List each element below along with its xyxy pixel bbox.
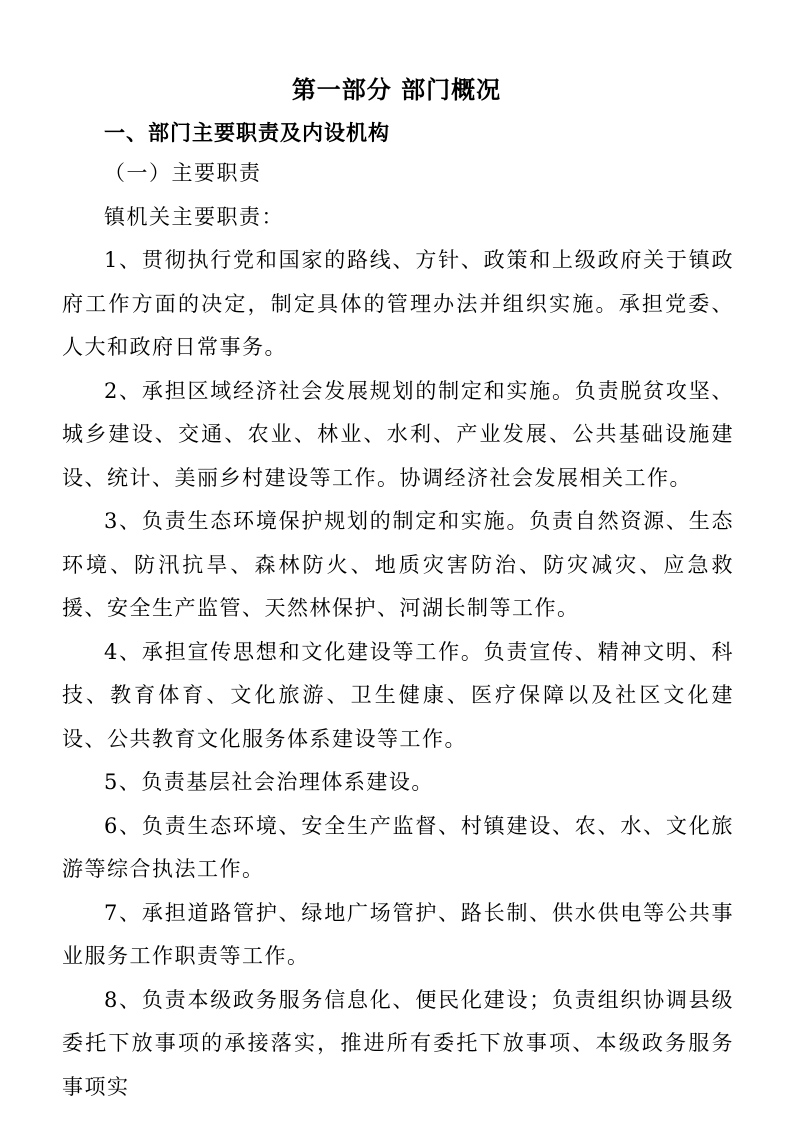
duty-item-5: 5、负责基层社会治理体系建设。: [104, 770, 434, 794]
body-text: [62, 152, 734, 1109]
duty-item-8: 8、负责本级政务服务信息化、便民化建设；负责组织协调县级委托下放事项的承接落实，推进所有委托下放事项、本级政务服务事项实: [62, 987, 734, 1099]
duty-item-4: 4、承担宣传思想和文化建设等工作。负责宣传、精神文明、科技、教育体育、文化旅游、卫生健康、医疗保障以及社区文化建设、公共教育文化服务体系建设等工作。: [62, 639, 734, 751]
page-title: 第一部分 部门概况: [291, 76, 502, 104]
duty-item-6: 6、负责生态环境、安全生产监督、村镇建设、农、水、文化旅游等综合执法工作。: [62, 813, 734, 881]
duty-item-2: 2、承担区域经济社会发展规划的制定和实施。负责脱贫攻坚、城乡建设、交通、农业、林业、水利、产业发展、公共基础设施建设、统计、美丽乡村建设等工作。协调经济社会发展相关工作。: [62, 378, 734, 490]
section-heading: 一、部门主要职责及内设机构: [104, 121, 390, 145]
intro-paragraph: 镇机关主要职责：: [104, 204, 284, 229]
duty-item-1: 1、贯彻执行党和国家的路线、方针、政策和上级政府关于镇政府工作方面的决定，制定具体的管理办法并组织实施。承担党委、人大和政府日常事务。: [62, 248, 734, 359]
subsection-heading: （一）主要职责: [104, 161, 262, 185]
duty-item-7: 7、承担道路管护、绿地广场管护、路长制、供水供电等公共事业服务工作职责等工作。: [62, 900, 734, 968]
duty-item-3: 3、负责生态环境保护规划的制定和实施。负责自然资源、生态环境、防汛抗旱、森林防火、地质灾害防治、防灾减灾、应急救援、安全生产监管、天然林保护、河湖长制等工作。: [62, 509, 734, 620]
